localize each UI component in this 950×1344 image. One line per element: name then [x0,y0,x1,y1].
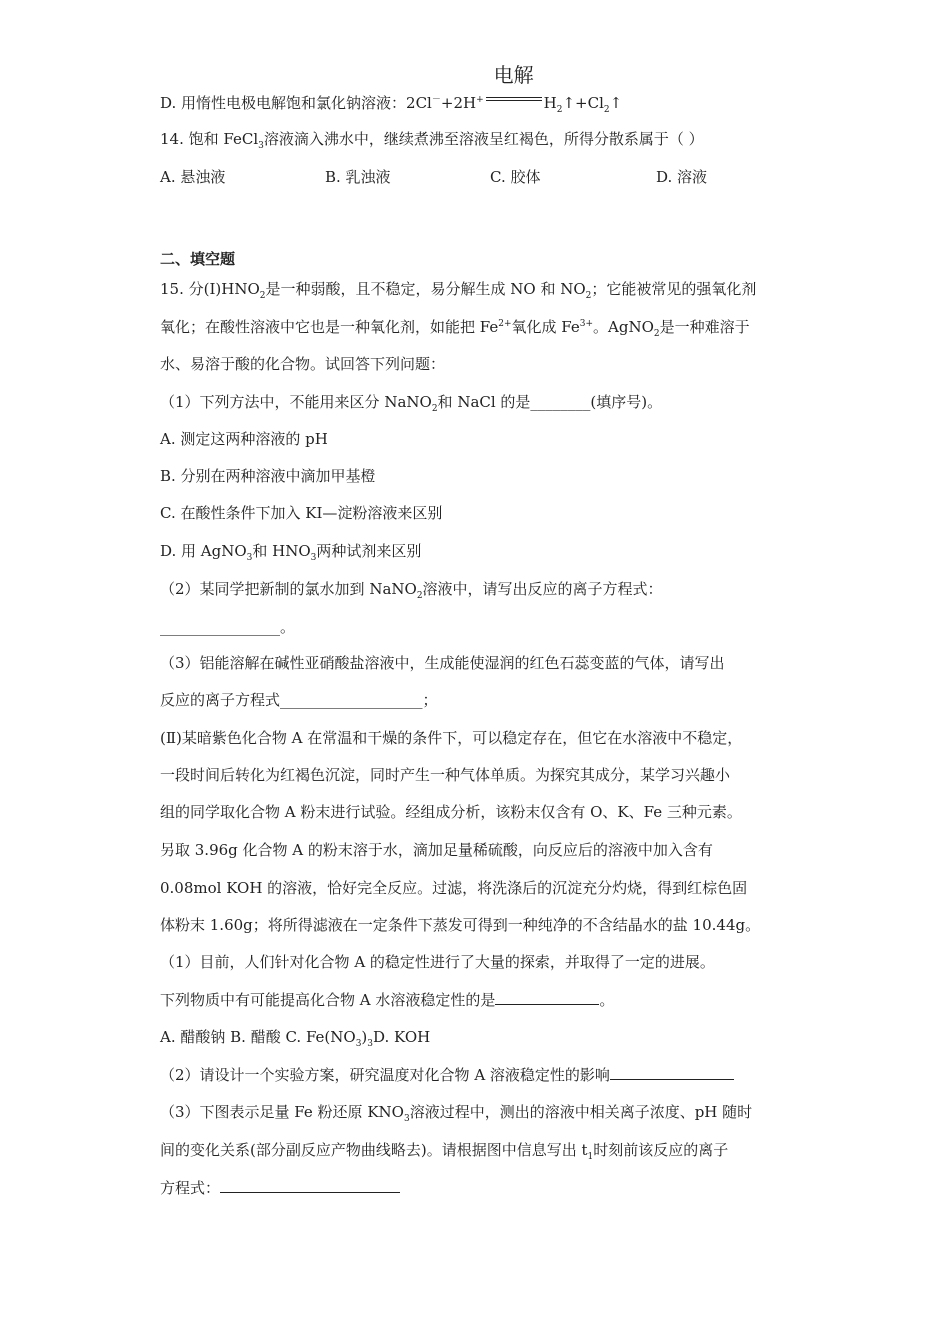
q15-part1-option-a: A. 测定这两种溶液的 pH [160,430,328,448]
q15-line-3: 水、易溶于酸的化合物。试回答下列问题： [160,355,446,373]
q15-II-line-4: 另取 3.96g 化合物 A 的粉末溶于水，滴加足量稀硫酸，向反应后的溶液中加入含有 [160,841,713,859]
q15-part1-option-d: D. 用 AgNO$_3$和 $HNO_3$两种试剂来区别 [160,542,422,563]
q15-II-line-2: 一段时间后转化为红褐色沉淀，同时产生一种气体单质。为探究其成分，某学习兴趣小 [160,766,731,784]
q15-part3-line-2: 反应的离子方程式___________________； [160,691,438,709]
q15-II-part3-line-2: 间的变化关系(部分副反应产物曲线略去)。请根据图中信息写出 $t_1$时刻前该反应的离子 [160,1141,729,1162]
q14-stem: 14. 饱和 FeCl$_3$溶液滴入沸水中，继续煮沸至溶液呈红褐色，所得分散系属于（ ） [160,130,704,151]
q15-II-part2-question: （2）请设计一个实验方案，研究温度对化合物 A 溶液稳定性的影响 [160,1064,734,1086]
q15-II-line-6: 体粉末 1.60g；将所得滤液在一定条件下蒸发可得到一种纯净的不含结晶水的盐 10.44g。 [160,916,761,934]
q15-part2-question: （2）某同学把新制的氯水加到 NaNO$_2$溶液中，请写出反应的离子方程式： [160,580,663,601]
q15-II-line-1: (Ⅱ)某暗紫色化合物 A 在常温和干燥的条件下，可以稳定存在，但它在水溶液中不稳定， [160,729,743,747]
q15-line-2: 氧化；在酸性溶液中它也是一种氧化剂，如能把 $Fe^{2+}$氧化成 $Fe^{3+}$。AgNO$_2$是一种难溶于 [160,318,750,339]
q15-II-part3-line-1: （3）下图表示足量 Fe 粉还原 $KNO_3$溶液过程中，测出的溶液中相关离子浓度、pH 随时 [160,1103,753,1124]
q15-II-line-5: 0.08mol KOH 的溶液，恰好完全反应。过滤，将洗涤后的沉淀充分灼烧，得到红棕色固 [160,879,748,897]
answer-blank [220,1178,400,1193]
q15-II-part1-line-2: 下列物质中有可能提高化合物 A 水溶液稳定性的是 。 [160,991,615,1009]
electrolysis-condition: 电解 [484,86,544,108]
equals-sign [486,97,542,101]
answer-blank [495,990,599,1005]
q14-option-c: C. 胶体 [490,168,541,186]
section-heading: 二、填空题 [160,250,236,268]
q15-line-1: 15. 分$(Ⅰ)HNO_2$是一种弱酸，且不稳定，易分解生成 NO 和 $NO_2$；它能被常见的强氧化剂 [160,280,757,301]
q13-option-d: D. 用惰性电极电解饱和氯化钠溶液：2Cl－+2H+ 电解 $H_2↑+Cl_2↑$ [160,63,623,115]
q15-II-part1-options: A. 醋酸钠 B. 醋酸 C. $Fe(NO_3)_3D$. KOH [160,1028,431,1049]
q15-part1-option-b: B. 分别在两种溶液中滴加甲基橙 [160,467,376,485]
q14-option-b: B. 乳浊液 [325,168,391,186]
q15-II-line-3: 组的同学取化合物 A 粉末进行试验。经组成分析，该粉末仅含有 O、K、Fe 三种元素。 [160,803,742,821]
answer-blank [610,1065,734,1080]
q15-part2-answer-blank: ________________。 [160,618,296,636]
q15-part3-line-1: （3）铝能溶解在碱性亚硝酸盐溶液中，生成能使湿润的红色石蕊变蓝的气体，请写出 [160,654,725,672]
q14-option-a: A. 悬浊液 [160,168,226,186]
q15-part1-option-c: C. 在酸性条件下加入 KI—淀粉溶液来区别 [160,504,443,522]
q15-part1-question: （1）下列方法中，不能用来区分 NaNO$_2$和 NaCl 的是________(填序号)。 [160,393,663,414]
q15-II-part1-line-1: （1）目前，人们针对化合物 A 的稳定性进行了大量的探索，并取得了一定的进展。 [160,953,715,971]
q14-option-d: D. 溶液 [656,168,708,186]
q15-II-part3-line-3: 方程式： [160,1177,400,1199]
